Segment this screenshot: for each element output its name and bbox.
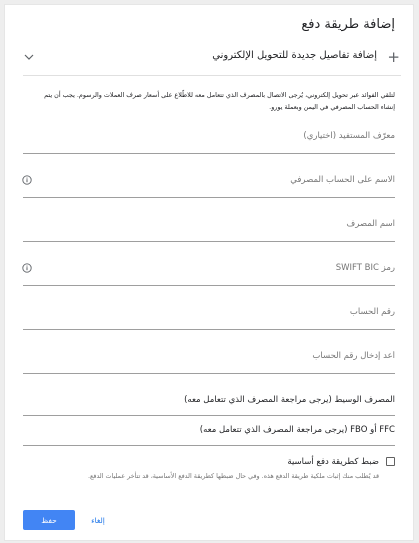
wire-transfer-section-header[interactable] (23, 47, 403, 69)
beneficiary-id-input[interactable] (23, 131, 395, 141)
ffc-fbo-value: FFC أو FBO (يرجى مراجعة المصرف الذي تتعامل معه) (199, 425, 395, 435)
info-icon[interactable] (22, 175, 32, 185)
add-payment-method-card (4, 4, 414, 541)
chevron-down-icon[interactable] (23, 51, 35, 63)
swift-field (23, 259, 395, 286)
account-number-input[interactable] (23, 307, 395, 317)
intermediary-bank-value: المصرف الوسيط (يرجى مراجعة المصرف الذي تتعامل معه) (184, 395, 395, 405)
primary-method-checkbox[interactable] (386, 457, 395, 466)
account-number-field (23, 303, 395, 330)
account-name-input[interactable] (23, 175, 395, 185)
save-button[interactable]: حفظ (23, 510, 75, 530)
ffc-fbo-field[interactable] (23, 419, 395, 446)
account-number-confirm-input[interactable] (23, 351, 395, 361)
bank-name-input[interactable] (23, 219, 395, 229)
swift-input[interactable] (23, 263, 395, 273)
section-label: إضافة تفاصيل جديدة للتحويل الإلكتروني (212, 50, 377, 61)
info-text-line: إنشاء الحساب المصرفي في اليمن وبعملة يورو. (269, 103, 395, 111)
plus-icon[interactable]: + (387, 48, 400, 66)
primary-method-label: ضبط كطريقة دفع أساسية (287, 457, 379, 467)
account-name-field (23, 171, 395, 198)
divider (23, 75, 401, 76)
bank-name-field (23, 215, 395, 242)
beneficiary-id-field (23, 127, 395, 154)
info-text-line: لتلقي الفوائد عبر تحويل إلكتروني، يُرجى الاتصال بالمصرف الذي تتعامل معه للاطّلاع على أسعار صرف العملات والرسوم. يجب أن يتم (44, 91, 395, 99)
primary-method-help: قد يُطلب منك إثبات ملكية طريقة الدفع هذه. وفي حال ضبطها كطريقة الدفع الأساسية، قد تتأخر عمليات الدفع. (87, 472, 379, 480)
cancel-button[interactable]: إلغاء (83, 510, 113, 530)
account-number-confirm-field (23, 347, 395, 374)
info-text (20, 89, 395, 113)
page-title: إضافة طريقة دفع (301, 17, 395, 32)
info-icon[interactable] (22, 263, 32, 273)
intermediary-bank-field[interactable] (23, 389, 395, 416)
